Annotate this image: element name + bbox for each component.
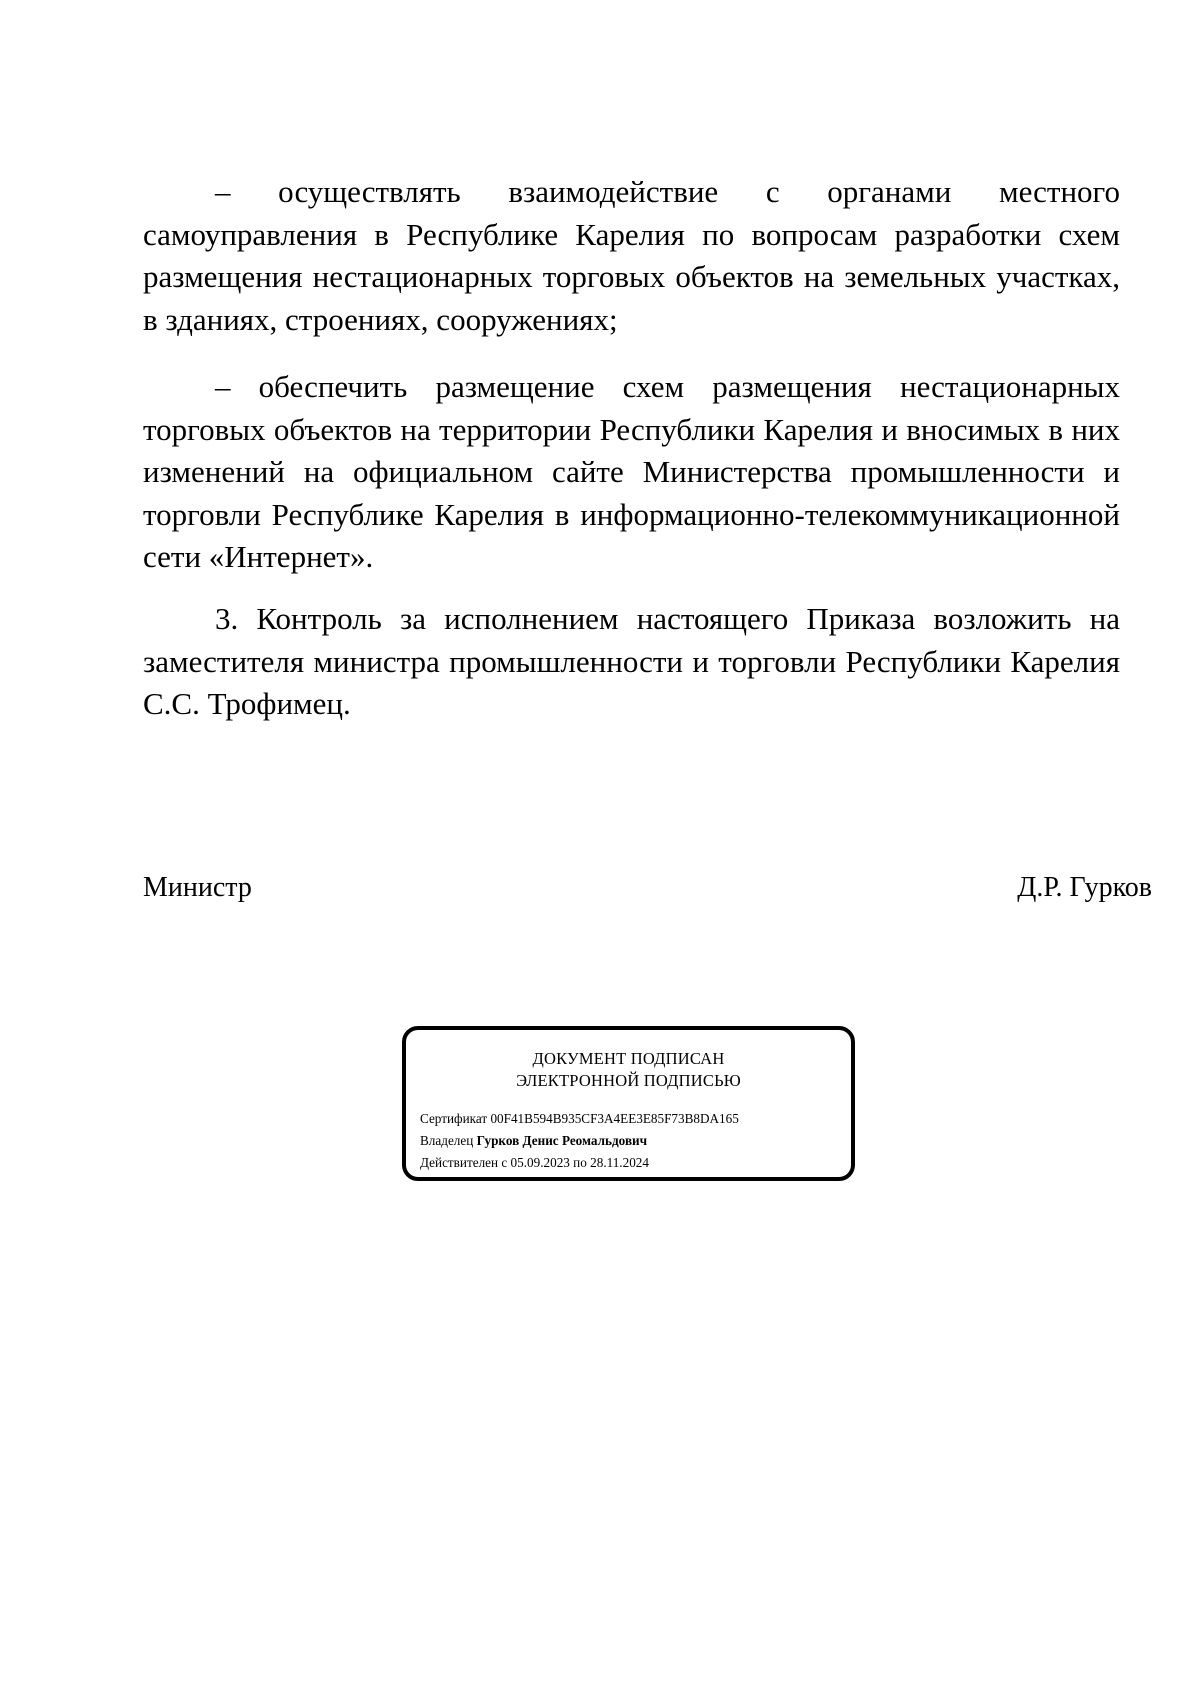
valid-from-date: 05.09.2023 [510, 1155, 570, 1170]
signatory-title: Министр [143, 872, 252, 903]
valid-label: Действителен с [420, 1155, 508, 1170]
signatory-name: Д.Р. Гурков [1017, 872, 1152, 903]
owner-value: Гурков Денис Реомальдович [476, 1133, 648, 1148]
paragraph-publication: – обеспечить размещение схем размещения нестационарных торговых объектов на территории Республики Карелия и вносимых в них изменений на официальном сайте Министерства промышленности и торговли Республике Карелия в информационно-телекоммуникационной сети «Интернет». [143, 369, 1120, 574]
certificate-value: 00F41B594B935CF3A4EE3E85F73B8DA165 [490, 1111, 739, 1126]
paragraph-interaction: – осуществлять взаимодействие с органами местного самоуправления в Республике Карелия по вопросам разработки схем размещения нестационарных торговых объектов на земельных участках, в зданиях, строениях, сооружениях; [143, 174, 1120, 337]
valid-to-label: по [573, 1155, 587, 1170]
owner-label: Владелец [420, 1133, 474, 1148]
stamp-header-line-2: ЭЛЕКТРОННОЙ ПОДПИСЬЮ [516, 1071, 741, 1090]
stamp-certificate-row [420, 1110, 739, 1128]
certificate-label: Сертификат [420, 1111, 488, 1126]
stamp-validity-row [420, 1154, 649, 1172]
electronic-signature-stamp [402, 1026, 855, 1181]
paragraph-control: 3. Контроль за исполнением настоящего Приказа возложить на заместителя министра промышленности и торговли Республики Карелия С.С. Трофимец. [143, 601, 1120, 721]
valid-to-date: 28.11.2024 [590, 1155, 649, 1170]
stamp-header-line-1: ДОКУМЕНТ ПОДПИСАН [532, 1049, 725, 1068]
stamp-owner-row [420, 1132, 647, 1150]
